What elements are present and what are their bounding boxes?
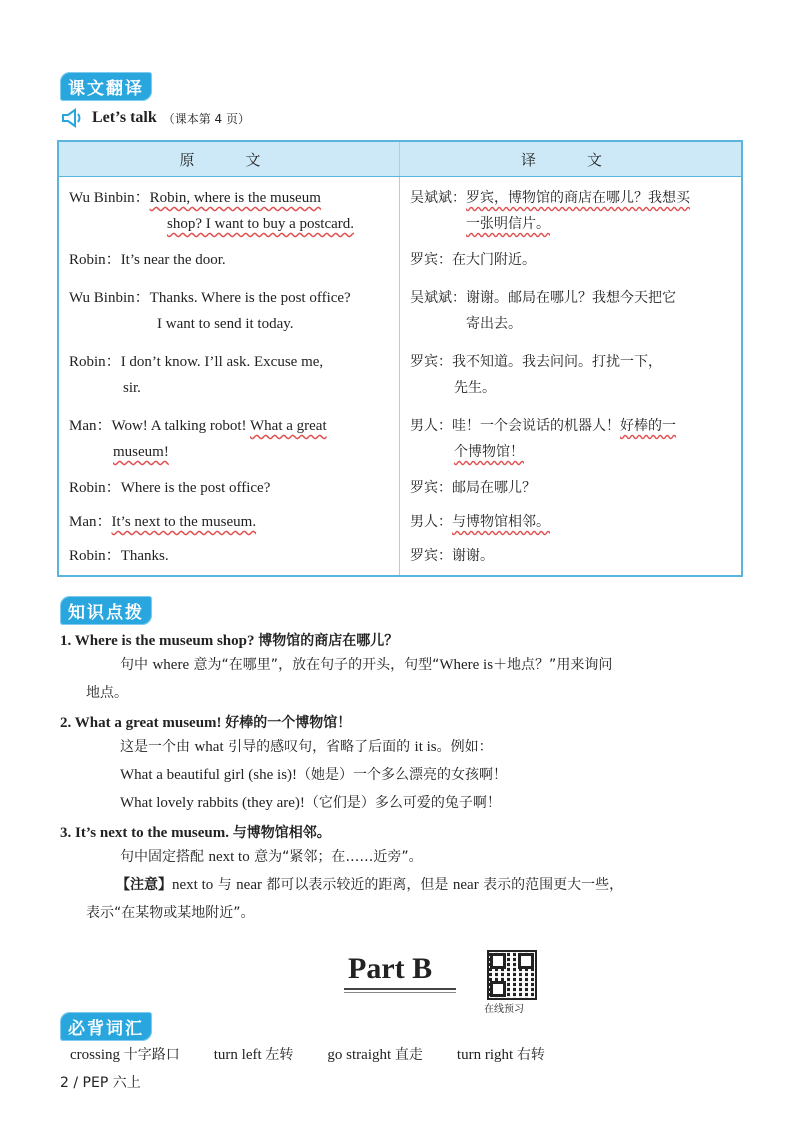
point-1-title-en: 1. Where is the museum shop? xyxy=(60,633,255,649)
zh-speaker: 罗宾： xyxy=(410,252,452,268)
zh-text: 我不知道。我去问问。打扰一下， xyxy=(452,354,662,370)
talk-heading xyxy=(60,108,250,128)
vocab-en: turn left xyxy=(213,1047,262,1063)
point-3-title xyxy=(60,822,331,842)
part-b-underline xyxy=(344,988,456,990)
speaker: Robin： xyxy=(69,480,121,496)
text: 意为“紧邻；在……近旁”。 xyxy=(249,849,423,865)
zh-text: 在大门附近。 xyxy=(452,252,536,268)
en-text: museum! xyxy=(113,444,169,460)
point-2-title-en: 2. What a great museum! xyxy=(60,715,222,731)
vocab-zh: 左转 xyxy=(265,1047,294,1063)
text: near xyxy=(452,877,479,893)
zh-text: 一张明信片。 xyxy=(466,216,550,232)
text: 引导的感叹句，省略了后面的 xyxy=(223,739,415,755)
qr-finder xyxy=(518,953,534,969)
table-row xyxy=(58,281,742,345)
point-3-note xyxy=(116,872,623,899)
qr-finder xyxy=(490,953,506,969)
table-row xyxy=(58,505,742,539)
point-3-body xyxy=(120,844,423,871)
text: 这是一个由 xyxy=(120,739,195,755)
zh-text: 个博物馆！ xyxy=(454,444,524,460)
vocab-en: go straight xyxy=(327,1047,392,1063)
zh-text: 谢谢。邮局在哪儿？我想今天把它 xyxy=(466,290,676,306)
en-text: Robin, where is the museum xyxy=(149,190,321,206)
en-text: It’s next to the museum. xyxy=(111,514,257,530)
zh-speaker: 罗宾： xyxy=(410,354,452,370)
vocab-item xyxy=(214,1044,294,1064)
text: 都可以表示较近的距离，但是 xyxy=(261,877,453,893)
header-original: 原 文 xyxy=(58,141,400,177)
table-row xyxy=(58,409,742,471)
translation-table xyxy=(57,140,743,577)
vocab-en: crossing xyxy=(70,1047,120,1063)
text: it is xyxy=(414,739,437,755)
en-text: I want to send it today. xyxy=(157,316,294,332)
qr-finder xyxy=(490,981,506,997)
en-text: I don’t know. I’ll ask. Excuse me, xyxy=(120,354,324,370)
text: 与 xyxy=(213,877,237,893)
speaker: Wu Binbin： xyxy=(69,290,150,306)
speaker-icon xyxy=(60,108,84,128)
table-row xyxy=(58,177,742,242)
text: 。例如： xyxy=(436,739,493,755)
zh-text: 与博物馆相邻。 xyxy=(452,514,550,530)
vocab-item xyxy=(457,1044,545,1064)
speaker: Man： xyxy=(69,514,112,530)
example-en: What lovely rabbits (they are)! xyxy=(120,795,305,811)
point-2-title xyxy=(60,712,351,732)
point-1-body-cont: 地点。 xyxy=(86,685,128,701)
point-2-body xyxy=(120,734,493,761)
vocab-item xyxy=(327,1044,423,1064)
vocab-zh: 右转 xyxy=(516,1047,545,1063)
vocab-en: turn right xyxy=(456,1047,514,1063)
vocab-item xyxy=(70,1044,180,1064)
section-tag-translation: 课文翻译 xyxy=(60,72,152,101)
zh-text: 先生。 xyxy=(454,380,496,396)
point-1-title-zh: 博物馆的商店在哪儿？ xyxy=(258,633,399,649)
zh-text: 邮局在哪儿？ xyxy=(452,480,536,496)
qr-code-icon[interactable] xyxy=(487,950,537,1000)
zh-text: 罗宾，博物馆的商店在哪儿？我想买 xyxy=(466,190,690,206)
section-tag-knowledge: 知识点拨 xyxy=(60,596,152,625)
table-row xyxy=(58,539,742,576)
part-b-underline-thin xyxy=(344,992,456,993)
text: what xyxy=(194,739,224,755)
point-3-note-cont: 表示“在某物或某地附近”。 xyxy=(86,905,255,921)
zh-speaker: 吴斌斌： xyxy=(410,190,466,206)
zh-speaker: 罗宾： xyxy=(410,548,452,564)
example-zh: （它们是）多么可爱的兔子啊！ xyxy=(304,795,501,811)
text: next to xyxy=(208,849,250,865)
vocab-zh: 直走 xyxy=(394,1047,423,1063)
speaker: Man： xyxy=(69,418,112,434)
en-text: sir. xyxy=(123,380,141,396)
text: 句中 xyxy=(120,657,153,673)
talk-page-ref: （课本第 4 页） xyxy=(162,111,250,126)
speaker: Robin： xyxy=(69,548,121,564)
example-1 xyxy=(120,762,507,789)
text: ＋地点？”用来询问 xyxy=(493,657,613,673)
point-3-title-en: 3. It’s next to the museum. xyxy=(60,825,230,841)
point-1-body xyxy=(120,652,612,679)
speaker: Robin： xyxy=(69,354,121,370)
point-1-title xyxy=(60,630,398,650)
zh-text: 谢谢。 xyxy=(452,548,494,564)
zh-speaker: 男人： xyxy=(410,418,452,434)
speaker: Robin： xyxy=(69,252,121,268)
zh-speaker: 罗宾： xyxy=(410,480,452,496)
point-3-title-zh: 与博物馆相邻。 xyxy=(232,825,331,841)
text: next to xyxy=(172,877,214,893)
en-text: What a great xyxy=(250,418,327,434)
text: where xyxy=(152,657,190,673)
zh-text: 寄出去。 xyxy=(466,316,522,332)
en-text: It’s near the door. xyxy=(120,252,226,268)
text: near xyxy=(236,877,262,893)
en-text: Thanks. xyxy=(120,548,169,564)
part-b-title: Part B xyxy=(348,952,433,985)
page-footer: 2 / PEP 六上 xyxy=(60,1075,141,1091)
zh-speaker: 男人： xyxy=(410,514,452,530)
en-text: Where is the post office? xyxy=(120,480,271,496)
zh-text: 哇！一个会说话的机器人！ xyxy=(452,418,620,434)
speaker: Wu Binbin： xyxy=(69,190,150,206)
note-label: 【注意】 xyxy=(116,877,172,893)
section-tag-vocab: 必背词汇 xyxy=(60,1012,152,1041)
header-translation: 译 文 xyxy=(400,141,743,177)
example-en: What a beautiful girl (she is)! xyxy=(120,767,298,783)
en-text: shop? I want to buy a postcard. xyxy=(167,216,355,232)
vocab-list xyxy=(70,1044,545,1064)
zh-speaker: 吴斌斌： xyxy=(410,290,466,306)
example-2 xyxy=(120,790,501,817)
example-zh: （她是）一个多么漂亮的女孩啊！ xyxy=(297,767,508,783)
talk-title: Let’s talk xyxy=(92,109,157,126)
table-row xyxy=(58,471,742,505)
text: 表示的范围更大一些， xyxy=(478,877,624,893)
table-row xyxy=(58,241,742,281)
text: Where is xyxy=(439,657,494,673)
zh-text: 好棒的一 xyxy=(620,418,676,434)
point-2-title-zh: 好棒的一个博物馆！ xyxy=(225,715,352,731)
en-text: Thanks. Where is the post office? xyxy=(149,290,351,306)
text: 意为“在哪里”，放在句子的开头，句型“ xyxy=(189,657,440,673)
qr-caption: 在线预习 xyxy=(484,1004,524,1015)
vocab-zh: 十字路口 xyxy=(123,1047,180,1063)
text: 句中固定搭配 xyxy=(120,849,209,865)
table-row xyxy=(58,345,742,409)
en-text: Wow! A talking robot! xyxy=(111,418,251,434)
